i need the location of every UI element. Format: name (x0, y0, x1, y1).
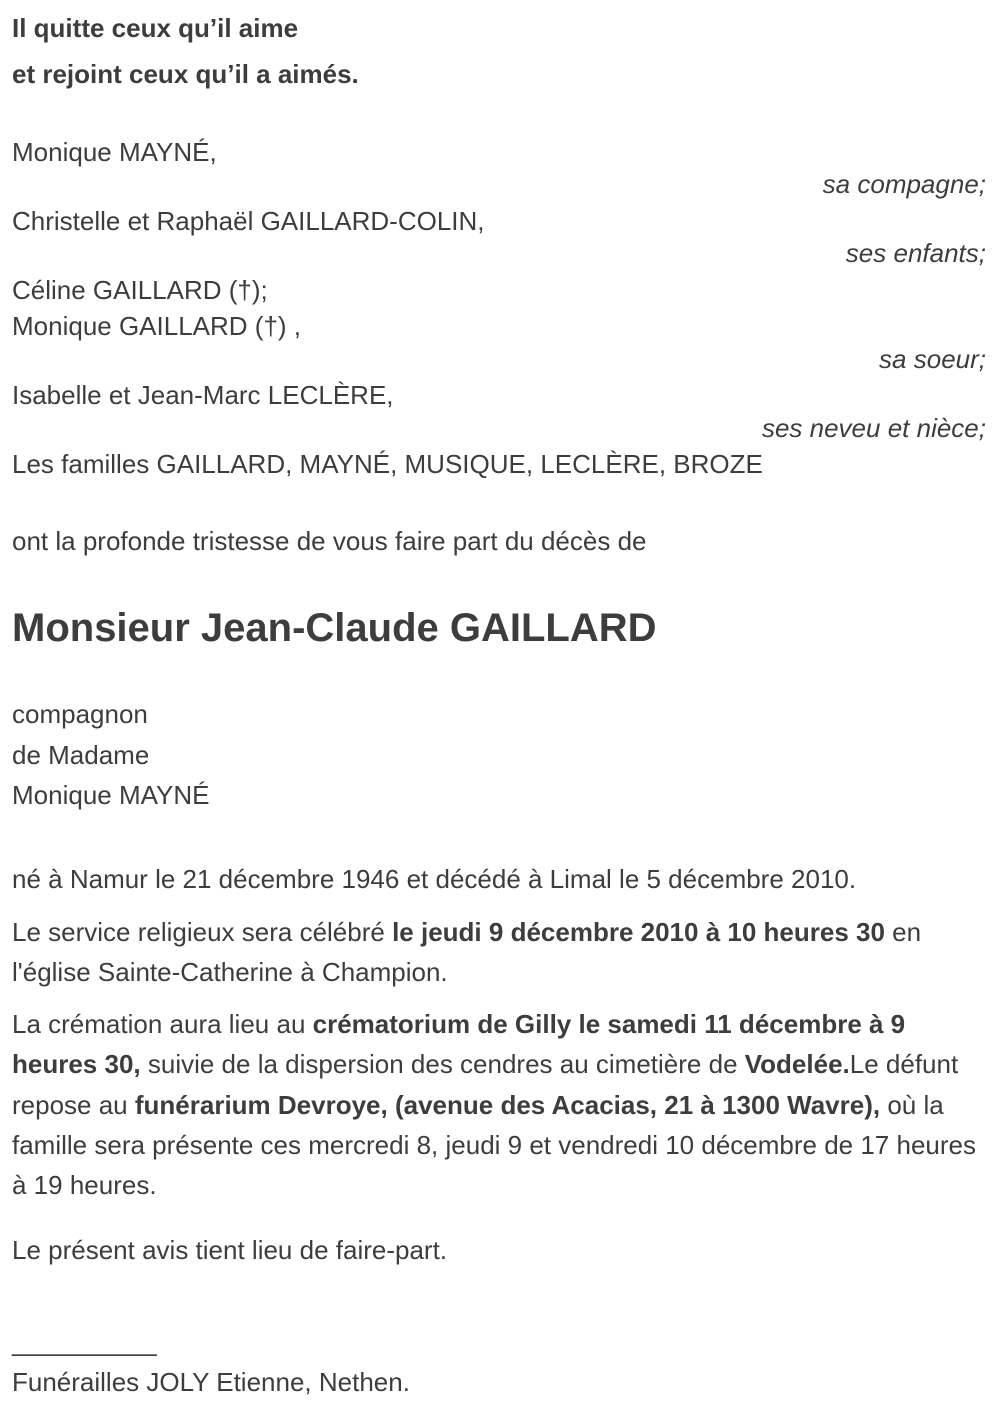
family-names: Christelle et Raphaël GAILLARD-COLIN, (12, 205, 485, 236)
deceased-description (12, 694, 986, 815)
description-line: compagnon (12, 699, 148, 730)
family-relation: sa compagne; (822, 169, 986, 200)
service-datetime: le jeudi 9 décembre 2010 à 10 heures 30 (392, 916, 885, 947)
family-names: Isabelle et Jean-Marc LECLÈRE, (12, 380, 394, 411)
family-entry (12, 310, 986, 375)
announcement-intro: ont la profonde tristesse de vous faire part du décès de (12, 525, 647, 556)
family-list (12, 136, 986, 481)
epitaph-line-1: Il quitte ceux qu’il aime (12, 13, 299, 43)
cremation-text: La crémation aura lieu au (12, 1009, 313, 1040)
epitaph (12, 12, 986, 92)
life-dates: né à Namur le 21 décembre 1946 et décédé à Limal le 5 décembre 2010. (12, 864, 857, 895)
family-entry (12, 379, 986, 444)
notice-footer (12, 1326, 986, 1400)
family-names: Céline GAILLARD (†); (12, 274, 268, 305)
cremation-text: suivie de la dispersion des cendres au cimetière de (140, 1049, 745, 1080)
family-entry (12, 205, 986, 270)
family-names: Monique GAILLARD (†) , (12, 311, 302, 342)
cremation-text: où la famille sera présente ces mercredi 8, jeudi 9 et vendredi 10 décembre de 17 heures à 19 heures. (12, 1089, 976, 1201)
family-relation: ses enfants; (845, 238, 986, 269)
closing-line: Le présent avis tient lieu de faire-part. (12, 1234, 448, 1265)
description-line: Monique MAYNÉ (12, 779, 210, 810)
family-names: Monique MAYNÉ, (12, 136, 217, 167)
ceremony-details (12, 912, 986, 1270)
description-line: de Madame (12, 739, 150, 770)
cremation-text: Le défunt repose au (12, 1049, 959, 1120)
cremation-paragraph (12, 1004, 986, 1205)
death-notice (12, 12, 986, 1400)
announcement (12, 525, 986, 900)
separator-line: __________ (12, 1326, 157, 1357)
service-text: en l'église Sainte-Catherine à Champion. (12, 916, 922, 987)
cemetery-name: Vodelée. (744, 1049, 850, 1080)
deceased-name: Monsieur Jean-Claude GAILLARD (12, 606, 657, 651)
family-relation: ses neveu et nièce; (761, 412, 986, 443)
epitaph-line-2: et rejoint ceux qu’il a aimés. (12, 58, 359, 89)
family-entry (12, 448, 986, 481)
family-entry (12, 136, 986, 201)
family-entry (12, 274, 986, 307)
family-names: Les familles GAILLARD, MAYNÉ, MUSIQUE, LECLÈRE, BROZE (12, 449, 763, 480)
cremation-datetime: crématorium de Gilly le samedi 11 décembre à 9 heures 30, (12, 1009, 906, 1080)
family-relation: sa soeur; (879, 343, 986, 374)
service-text: Le service religieux sera célébré (12, 916, 393, 947)
funeral-home: Funérailles JOLY Etienne, Nethen. (12, 1366, 410, 1397)
funerarium-address: funérarium Devroye, (avenue des Acacias, 21 à 1300 Wavre), (134, 1089, 881, 1120)
service-paragraph (12, 912, 986, 993)
